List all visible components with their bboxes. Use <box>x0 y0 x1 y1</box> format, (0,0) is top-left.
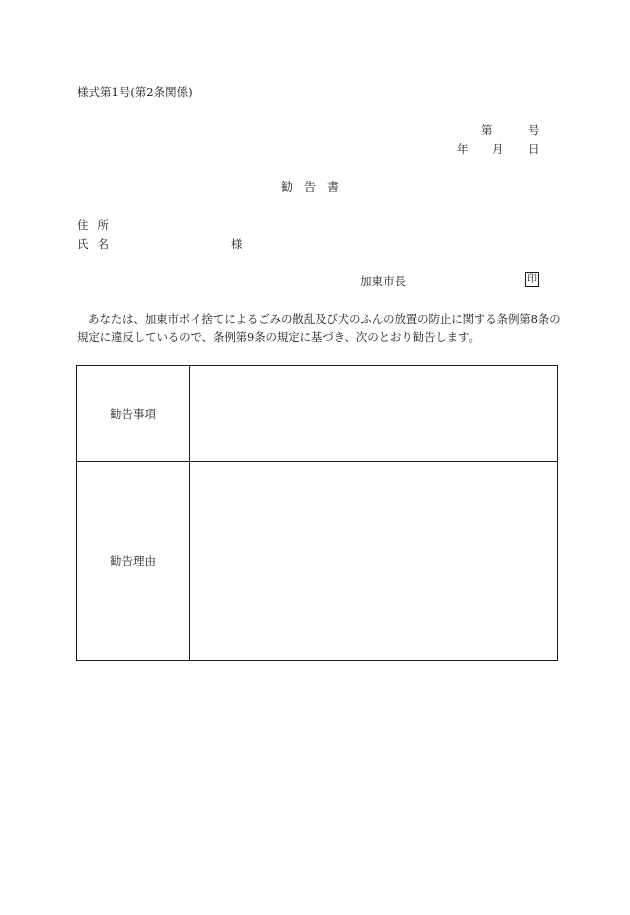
document-number-suffix: 号 <box>528 123 540 137</box>
advice-reason-value[interactable] <box>190 462 558 661</box>
body-text: あなたは、加東市ポイ捨てによるごみの散乱及び犬のふんの放置の防止に関する条例第8条の規定に違反しているので、条例第9条の規定に基づき、次のとおり勧告します。 <box>77 312 561 344</box>
advice-reason-label: 勧告理由 <box>77 462 190 661</box>
table-row <box>77 366 558 462</box>
address-label: 住所 <box>77 218 118 232</box>
date-month-label: 月 <box>492 142 504 156</box>
date-year-label: 年 <box>457 142 469 156</box>
honorific: 様 <box>231 237 243 251</box>
seal-mark: 印 <box>527 274 537 285</box>
advice-items-value[interactable] <box>190 366 558 462</box>
issuer-title: 加東市長 <box>360 274 406 288</box>
advice-table <box>76 365 558 661</box>
form-number: 様式第1号(第2条関係) <box>77 85 193 99</box>
advice-items-label: 勧告事項 <box>77 366 190 462</box>
document-title: 勧告書 <box>281 180 351 194</box>
document-number-prefix: 第 <box>481 123 493 137</box>
table-row <box>77 462 558 661</box>
date-day-label: 日 <box>528 142 540 156</box>
name-label: 氏名 <box>77 237 118 251</box>
